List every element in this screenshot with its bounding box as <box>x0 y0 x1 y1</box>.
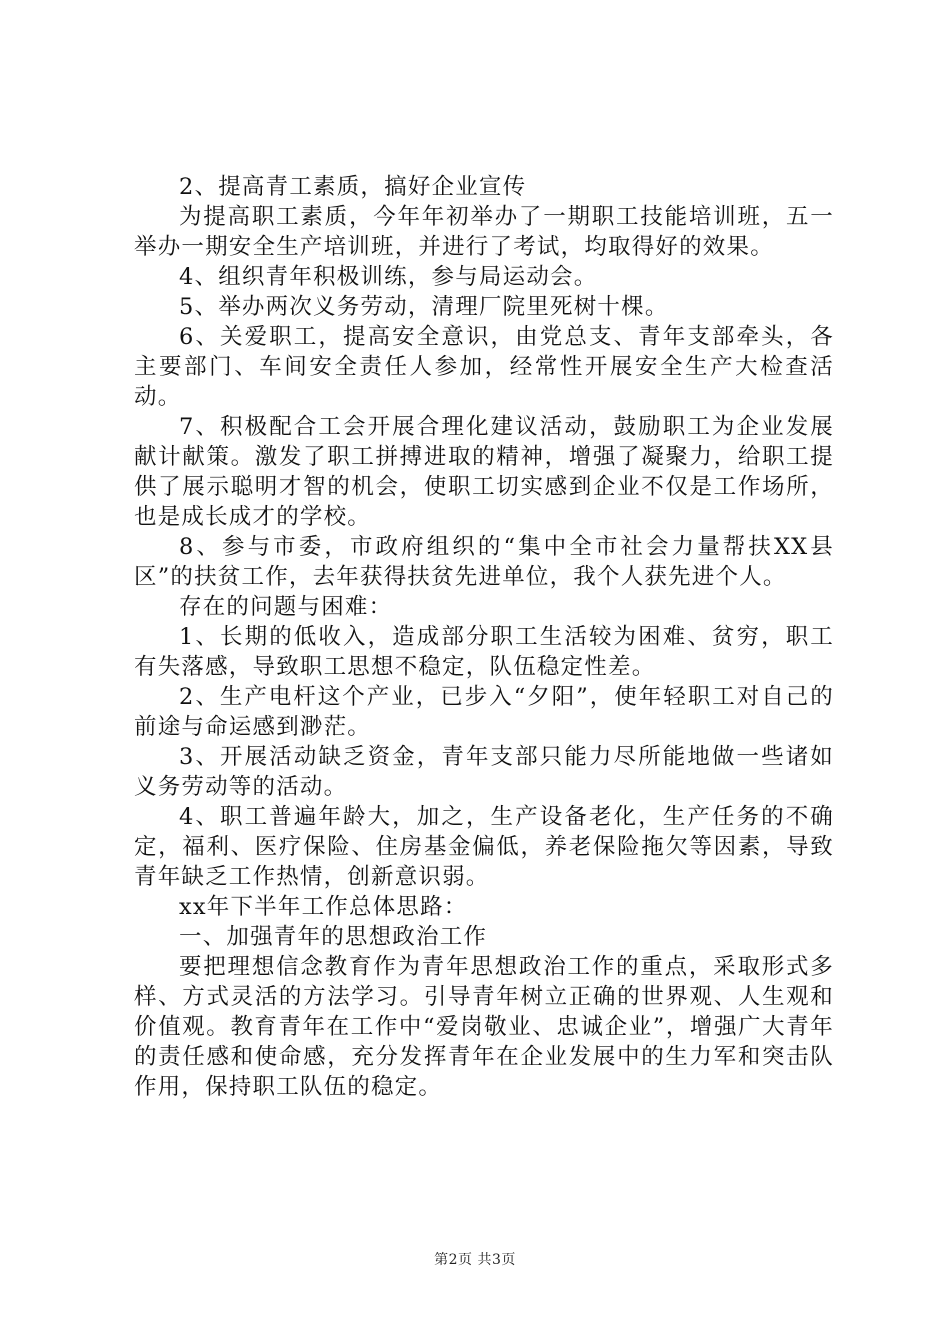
paragraph-item-8: 8、参与市委，市政府组织的“集中全市社会力量帮扶XX县区”的扶贫工作，去年获得扶贫先进单位，我个人获先进个人。 <box>134 534 834 590</box>
paragraph-ideology-body: 要把理想信念教育作为青年思想政治工作的重点，采取形式多样、方式灵活的方法学习。引导青年树立正确的世界观、人生观和价值观。教育青年在工作中“爱岗敬业、忠诚企业”，增强广大青年的责任感和使命感，充分发挥青年在企业发展中的生力军和突击队作用，保持职工队伍的稳定。 <box>134 954 834 1100</box>
paragraph-item-7: 7、积极配合工会开展合理化建议活动，鼓励职工为企业发展献计献策。激发了职工拼搏进取的精神，增强了凝聚力，给职工提供了展示聪明才智的机会，使职工切实感到企业不仅是工作场所，也是成长成才的学校。 <box>134 414 834 530</box>
page-number-footer: 第2页 共3页 <box>434 1252 516 1268</box>
paragraph-problem-1: 1、长期的低收入，造成部分职工生活较为困难、贫穷，职工有失落感，导致职工思想不稳定，队伍稳定性差。 <box>134 624 834 680</box>
section-heading-problems: 存在的问题与困难： <box>179 594 393 620</box>
paragraph-problem-3: 3、开展活动缺乏资金，青年支部只能力尽所能地做一些诸如义务劳动等的活动。 <box>134 744 834 800</box>
paragraph-item-4: 4、组织青年积极训练，参与局运动会。 <box>179 264 598 290</box>
paragraph-problem-2: 2、生产电杆这个产业，已步入“夕阳”，使年轻职工对自己的前途与命运感到渺茫。 <box>134 684 834 740</box>
section-heading-plan: xx年下半年工作总体思路： <box>179 894 468 920</box>
paragraph-training: 为提高职工素质，今年年初举办了一期职工技能培训班，五一举办一期安全生产培训班，并进行了考试，均取得好的效果。 <box>134 204 834 260</box>
section-heading-improve-staff-quality: 2、提高青工素质，搞好企业宣传 <box>179 174 527 200</box>
section-heading-ideology: 一、加强青年的思想政治工作 <box>179 924 488 950</box>
paragraph-problem-4: 4、职工普遍年龄大，加之，生产设备老化，生产任务的不确定，福利、医疗保险、住房基金偏低，养老保险拖欠等因素，导致青年缺乏工作热情，创新意识弱。 <box>134 804 834 890</box>
document-body <box>134 172 834 1102</box>
paragraph-item-5: 5、举办两次义务劳动，清理厂院里死树十棵。 <box>179 294 669 320</box>
paragraph-item-6: 6、关爱职工，提高安全意识，由党总支、青年支部牵头，各主要部门、车间安全责任人参加，经常性开展安全生产大检查活动。 <box>134 324 834 410</box>
